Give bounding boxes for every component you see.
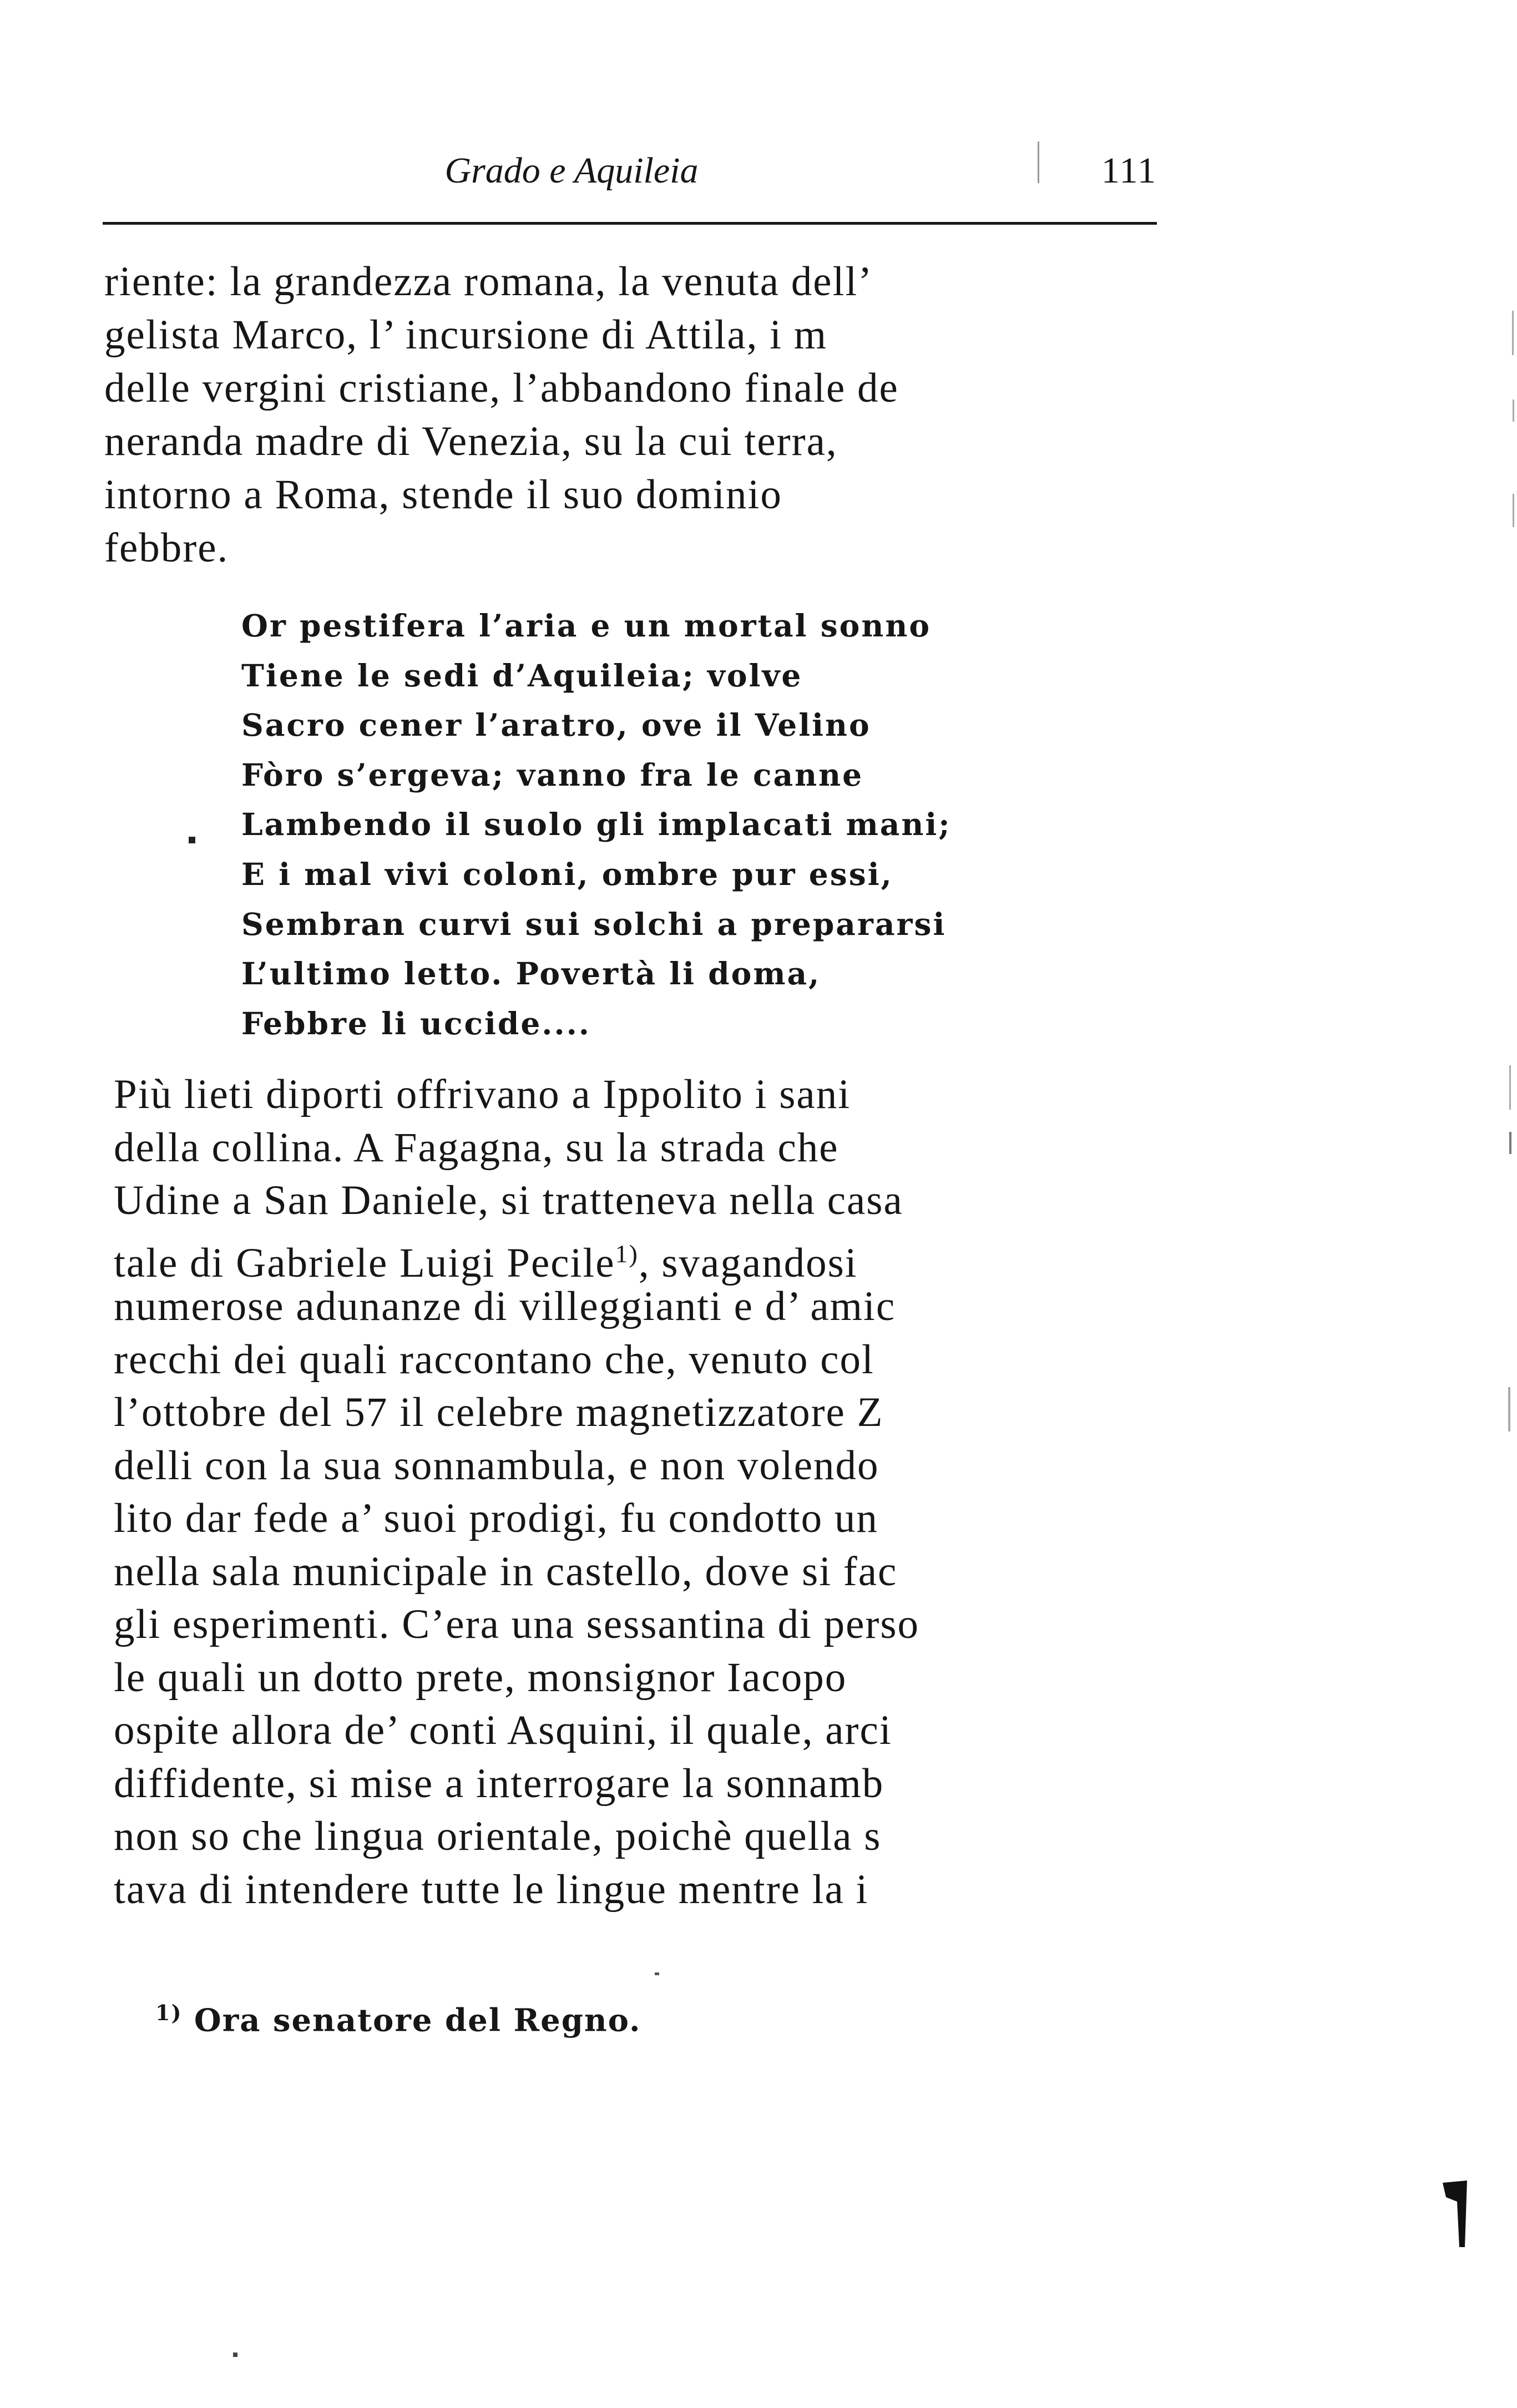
text-line: della collina. A Fagagna, su la strada che xyxy=(114,1124,839,1171)
text-line: delle vergini cristiane, l’abbandono finale de xyxy=(104,365,899,411)
header-rule xyxy=(103,222,1157,225)
text-line: delli con la sua sonnambula, e non volendo xyxy=(114,1442,879,1489)
text-line: Udine a San Daniele, si tratteneva nella casa xyxy=(114,1177,903,1223)
verse-line: L’ultimo letto. Povertà li doma, xyxy=(241,955,821,992)
footnote xyxy=(155,2000,641,2039)
footnote-reference[interactable]: 1) xyxy=(615,1239,639,1268)
scan-speck xyxy=(1513,399,1514,422)
verse-line: Or pestifera l’aria e un mortal sonno xyxy=(241,608,932,644)
footnote-text: Ora senatore del Regno. xyxy=(182,2002,641,2039)
text-line: numerose adunanze di villeggianti e d’ amic xyxy=(114,1283,896,1329)
verse-line: Tiene le sedi d’Aquileia; volve xyxy=(241,657,803,694)
verse-line: E i mal vivi coloni, ombre pur essi, xyxy=(241,856,893,892)
text-segment: tale di Gabriele Luigi Pecile xyxy=(114,1240,615,1286)
text-line: neranda madre di Venezia, su la cui terra, xyxy=(104,418,838,464)
verse-line: Febbre li uccide.... xyxy=(241,1005,591,1041)
running-head xyxy=(103,139,1157,200)
prose-paragraph-bottom xyxy=(114,1068,919,1916)
scan-speck xyxy=(233,2353,237,2357)
verse-line: Sembran curvi sui solchi a prepararsi xyxy=(241,905,947,942)
footnote-mark: 1) xyxy=(155,2000,183,2025)
text-line: diffidente, si mise a interrogare la sonnamb xyxy=(114,1760,884,1807)
text-line: gli esperimenti. C’era una sessantina di perso xyxy=(114,1601,920,1647)
verse-line: Sacro cener l’aratro, ove il Velino xyxy=(241,707,871,743)
text-line: riente: la grandezza romana, la venuta dell’ xyxy=(104,259,873,305)
scan-speck xyxy=(189,837,195,843)
text-line: lito dar fede a’ suoi prodigi, fu condotto un xyxy=(114,1495,878,1541)
page-number: 111 xyxy=(1101,150,1157,191)
text-line: non so che lingua orientale, poichè quella s xyxy=(114,1813,882,1859)
verse-line: Fòro s’ergeva; vanno fra le canne xyxy=(241,756,864,793)
running-title: Grado e Aquileia xyxy=(444,150,699,191)
text-line: intorno a Roma, stende il suo dominio xyxy=(104,472,782,518)
text-line: Più lieti diporti offrivano a Ippolito i sani xyxy=(114,1071,851,1117)
scan-speck xyxy=(1509,1132,1511,1154)
scan-speck xyxy=(1038,141,1039,183)
verse-line: Lambendo il suolo gli implacati mani; xyxy=(241,806,952,843)
verse-quotation xyxy=(241,601,952,1048)
scan-speck xyxy=(655,1972,659,1975)
scan-speck xyxy=(1509,1065,1511,1110)
text-line: l’ottobre del 57 il celebre magnetizzatore Z xyxy=(114,1389,884,1435)
text-line: recchi dei quali raccontano che, venuto col xyxy=(114,1336,874,1383)
prose-paragraph-top xyxy=(104,255,899,575)
text-line: tava di intendere tutte le lingue mentre la i xyxy=(114,1866,869,1913)
text-line: nella sala municipale in castello, dove si fac xyxy=(114,1548,898,1595)
page-corner-mark xyxy=(1443,2181,1467,2247)
text-line: gelista Marco, l’ incursione di Attila, i m xyxy=(104,312,828,358)
text-line-with-footnote-ref xyxy=(114,1227,919,1286)
text-segment: , svagandosi xyxy=(638,1240,858,1286)
text-line: ospite allora de’ conti Asquini, il quale, arci xyxy=(114,1707,892,1753)
text-line: le quali un dotto prete, monsignor Iacopo xyxy=(114,1654,847,1701)
text-line: febbre. xyxy=(104,525,229,571)
scan-speck xyxy=(1508,1387,1510,1431)
scan-speck xyxy=(1513,494,1514,527)
scan-speck xyxy=(1512,311,1514,355)
